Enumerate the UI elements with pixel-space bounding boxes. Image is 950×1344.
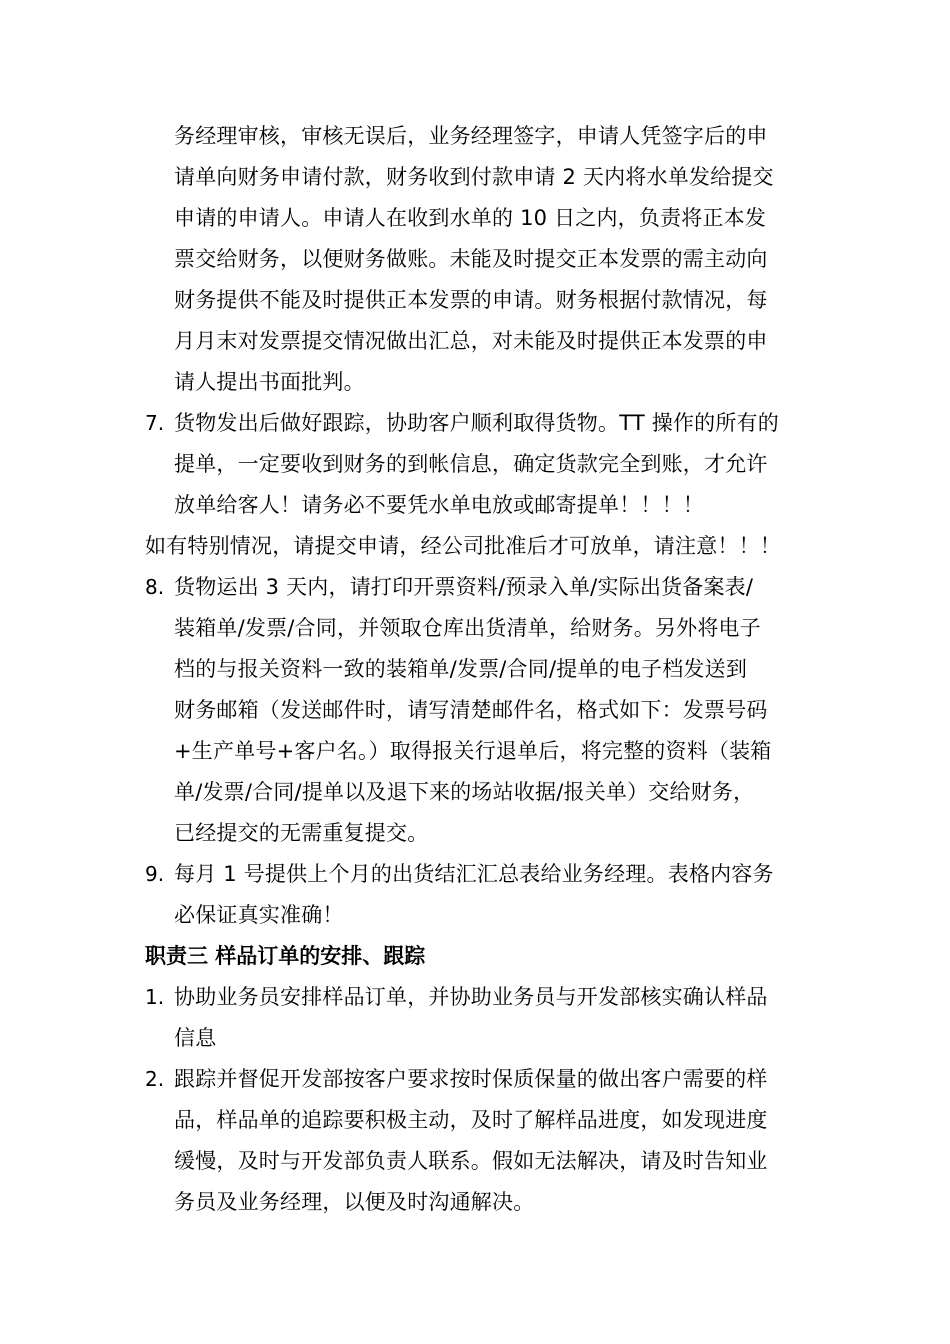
section-heading: 职责三 样品订单的安排、跟踪 (145, 944, 426, 968)
list-item-line: 务员及业务经理，以便及时沟通解决。 (174, 1190, 535, 1214)
paragraph-line: 月月末对发票提交情况做出汇总，对未能及时提供正本发票的申 (174, 329, 768, 353)
list-item-line: 提单，一定要收到财务的到帐信息，确定货款完全到账，才允许 (174, 452, 768, 476)
list-item-line: 协助业务员安排样品订单，并协助业务员与开发部核实确认样品 (174, 985, 768, 1009)
list-item-line: 信息 (174, 1026, 217, 1050)
list-item-line: 品，样品单的追踪要积极主动，及时了解样品进度，如发现进度 (174, 1108, 768, 1132)
list-item-number: 7. (145, 411, 165, 435)
list-item-number: 1. (145, 985, 165, 1009)
special-note: 如有特别情况，请提交申请，经公司批准后才可放单，请注意！！！ (145, 534, 781, 558)
list-item-line: 每月 1 号提供上个月的出货结汇汇总表给业务经理。表格内容务 (174, 862, 774, 886)
list-item-line: 单/发票/合同/提单以及退下来的场站收据/报关单）交给财务， (174, 780, 755, 804)
list-item-number: 9. (145, 862, 165, 886)
list-item-line: 货物运出 3 天内，请打印开票资料/预录入单/实际出货备案表/ (174, 575, 754, 599)
list-item-line: +生产单号+客户名。）取得报关行退单后，将完整的资料（装箱 (174, 739, 772, 763)
list-item-number: 8. (145, 575, 165, 599)
paragraph-line: 申请的申请人。申请人在收到水单的 10 日之内，负责将正本发 (174, 206, 767, 230)
list-item-line: 财务邮箱（发送邮件时，请写清楚邮件名，格式如下：发票号码 (174, 698, 768, 722)
list-item-line: 跟踪并督促开发部按客户要求按时保质保量的做出客户需要的样 (174, 1067, 768, 1091)
list-item-line: 档的与报关资料一致的装箱单/发票/合同/提单的电子档发送到 (174, 657, 748, 681)
paragraph-line: 务经理审核，审核无误后，业务经理签字，申请人凭签字后的申 (174, 124, 768, 148)
list-item-line: 缓慢，及时与开发部负责人联系。假如无法解决，请及时告知业 (174, 1149, 768, 1173)
list-item-line: 必保证真实准确！ (174, 903, 344, 927)
paragraph-line: 请单向财务申请付款，财务收到付款申请 2 天内将水单发给提交 (174, 165, 774, 189)
list-item-line: 装箱单/发票/合同，并领取仓库出货清单，给财务。另外将电子 (174, 616, 761, 640)
list-item-line: 货物发出后做好跟踪，协助客户顺利取得货物。TT 操作的所有的 (174, 411, 779, 435)
list-item-line: 放单给客人！请务必不要凭水单电放或邮寄提单！！！！ (174, 493, 704, 517)
paragraph-line: 财务提供不能及时提供正本发票的申请。财务根据付款情况，每 (174, 288, 768, 312)
paragraph-line: 请人提出书面批判。 (174, 370, 365, 394)
list-item-line: 已经提交的无需重复提交。 (174, 821, 429, 845)
list-item-number: 2. (145, 1067, 165, 1091)
paragraph-line: 票交给财务，以便财务做账。未能及时提交正本发票的需主动向 (174, 247, 768, 271)
